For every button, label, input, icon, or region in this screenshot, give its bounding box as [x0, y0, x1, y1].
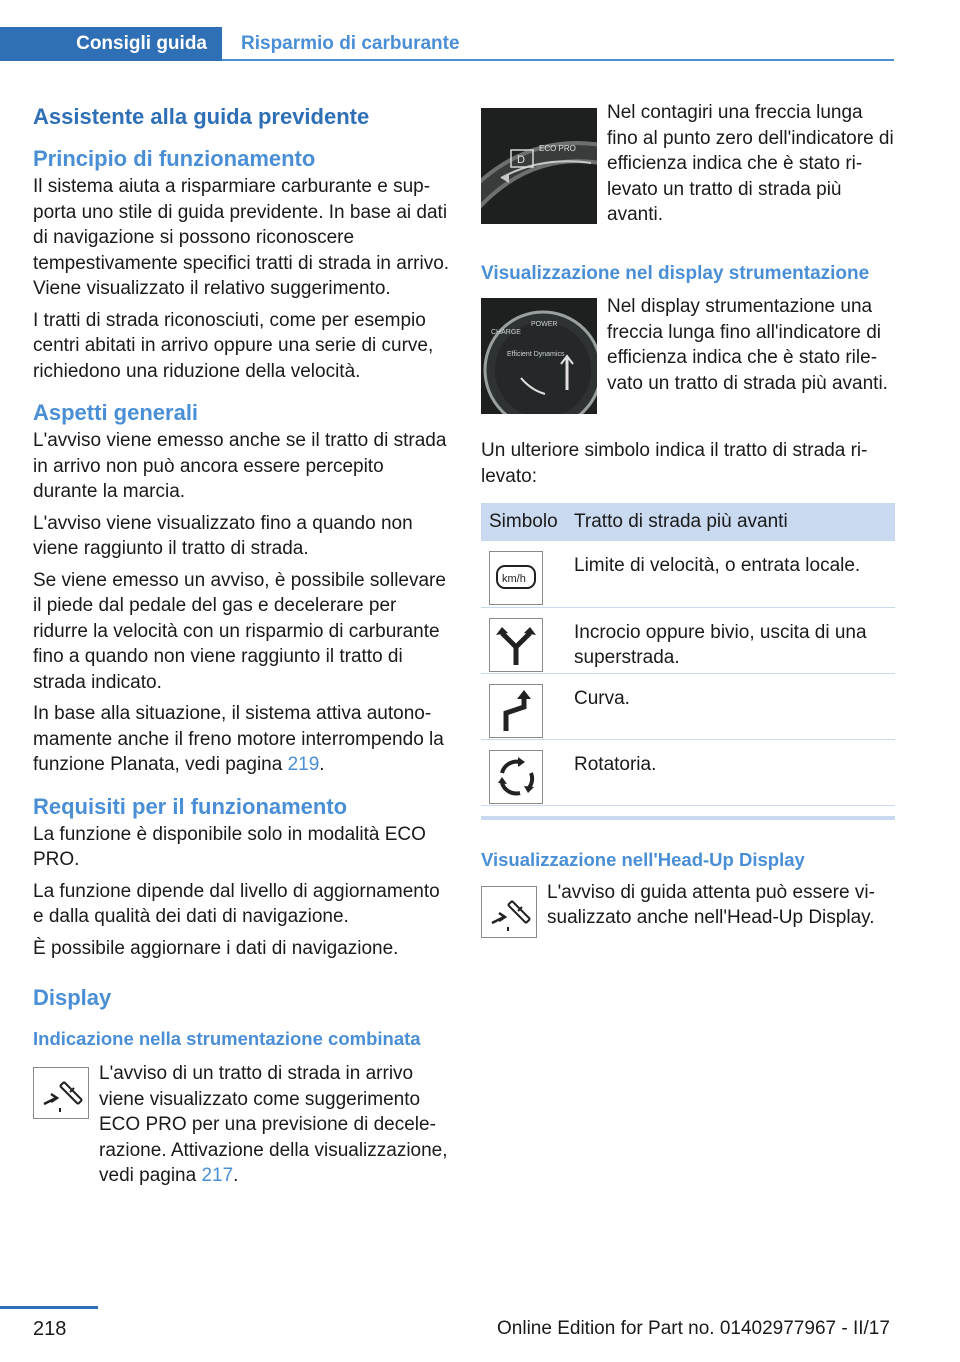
junction-icon — [489, 618, 543, 672]
section-tab[interactable]: Risparmio di carburante — [241, 33, 460, 54]
tachometer-figure — [481, 100, 895, 250]
edition-label: Online Edition for Part no. 01402977967 - II/17 — [497, 1318, 890, 1339]
paragraph: Nel display strumentazione una freccia lunga fino all'indicatore di efficienza indica che è stato rilevato un tratto di strada più avanti. — [607, 296, 888, 394]
anticipation-hint-hud-icon — [481, 886, 537, 938]
header-divider — [222, 59, 894, 61]
paragraph: È possibile aggiornare i dati di navigazione. — [33, 937, 399, 959]
paragraph: L'avviso di guida attenta può essere visualizzato anche nell'Head-Up Display. — [547, 881, 875, 928]
page-number: 218 — [33, 1318, 67, 1340]
table-header-description: Tratto di strada più avanti — [566, 503, 895, 541]
page-link-219[interactable]: 219 — [287, 754, 320, 775]
paragraph: In base alla situazione, il sistema attiva autonomamente anche il freno motore interrompendo la funzione Planata, vedi pagina 219. — [33, 703, 444, 775]
tach-gear-label: D — [517, 154, 525, 166]
paragraph: L'avviso di un tratto di strada in arrivo viene visualizzato come suggerimento ECO PRO per una previsione di decelerazione. Attivazione della visualizzazione, vedi pagina 217. — [99, 1063, 448, 1186]
chapter-tab[interactable]: Consigli guida — [0, 27, 222, 61]
heading-principle: Principio di funzionamento — [33, 146, 316, 171]
heading-display: Display — [33, 985, 112, 1010]
table-cell: Limite di velocità, o entrata locale. — [566, 541, 895, 607]
right-column — [481, 100, 895, 931]
subheading-display-panel: Visualizzazione nel display strumentazione — [481, 263, 870, 284]
paragraph: La funzione è disponibile solo in modalità ECO PRO. — [33, 823, 426, 870]
paragraph: Se viene emesso un avviso, è possibile sollevare il piede dal pedale del gas e decelerare per ridurre la velocità con un risparmio di carburante fino a quando non viene raggiunto il tratto di strada indicato. — [33, 569, 446, 693]
roundabout-icon — [489, 750, 543, 804]
paragraph: Un ulteriore simbolo indica il tratto di strada rilevato: — [481, 440, 868, 487]
paragraph: Nel contagiri una freccia lunga fino al punto zero dell'indicatore di efficienza indica che è stato rilevato un tratto di strada più avanti. — [607, 102, 894, 225]
table-cell: Incrocio oppure bivio, uscita di una superstrada. — [566, 607, 895, 673]
symbol-table — [481, 503, 895, 806]
efficient-dynamics-label: Efficient Dynamics — [507, 351, 565, 358]
hud-figure — [481, 880, 895, 931]
table-row — [481, 739, 895, 805]
paragraph: La funzione dipende dal livello di aggiornamento e dalla qualità dei dati di navigazione. — [33, 880, 440, 927]
charge-label: CHARGE — [491, 329, 521, 336]
paragraph: L'avviso viene visualizzato fino a quando non viene raggiunto il tratto di strada. — [33, 512, 413, 559]
tachometer-image — [481, 108, 597, 224]
table-row — [481, 607, 895, 673]
subheading-hud: Visualizzazione nell'Head-Up Display — [481, 848, 805, 870]
subheading-instrument-cluster: Indicazione nella strumentazione combinata — [33, 1028, 421, 1049]
power-label: POWER — [531, 321, 558, 328]
table-row — [481, 541, 895, 607]
tach-eco-label: ECO PRO — [539, 144, 576, 153]
page-title: Assistente alla guida previdente — [33, 104, 370, 129]
curve-icon — [489, 684, 543, 738]
page-header — [0, 27, 894, 61]
table-row — [481, 673, 895, 739]
table-cell: Rotatoria. — [566, 739, 895, 805]
left-column — [33, 100, 451, 1189]
heading-general: Aspetti generali — [33, 400, 199, 425]
paragraph: I tratti di strada riconosciuti, come per esempio centri abitati in arrivo oppure una serie di curve, richiedono una riduzione della velocità. — [33, 309, 434, 382]
eco-pro-hint-figure — [33, 1061, 451, 1189]
heading-requirements: Requisiti per il funzionamento — [33, 793, 348, 819]
page-link-217[interactable]: 217 — [201, 1165, 234, 1186]
table-header-symbol: Simbolo — [481, 503, 566, 541]
paragraph: Il sistema aiuta a risparmiare carburante e supporta uno stile di guida previdente. In base ai dati di navigazione si possono riconoscere tempestivamente specifici tratti di strada in arrivo. Viene visualizzato il relativo suggerimento. — [33, 176, 450, 299]
display-panel-image — [481, 298, 597, 414]
footer-rule — [0, 1306, 98, 1309]
table-cell: Curva. — [566, 673, 895, 739]
anticipation-hint-icon — [33, 1067, 89, 1119]
paragraph: L'avviso viene emesso anche se il tratto di strada in arrivo non può ancora essere percepito durante la marcia. — [33, 430, 447, 502]
kmh-label: km/h — [502, 573, 526, 585]
display-panel-figure — [481, 294, 895, 422]
speed-limit-icon — [489, 551, 543, 605]
